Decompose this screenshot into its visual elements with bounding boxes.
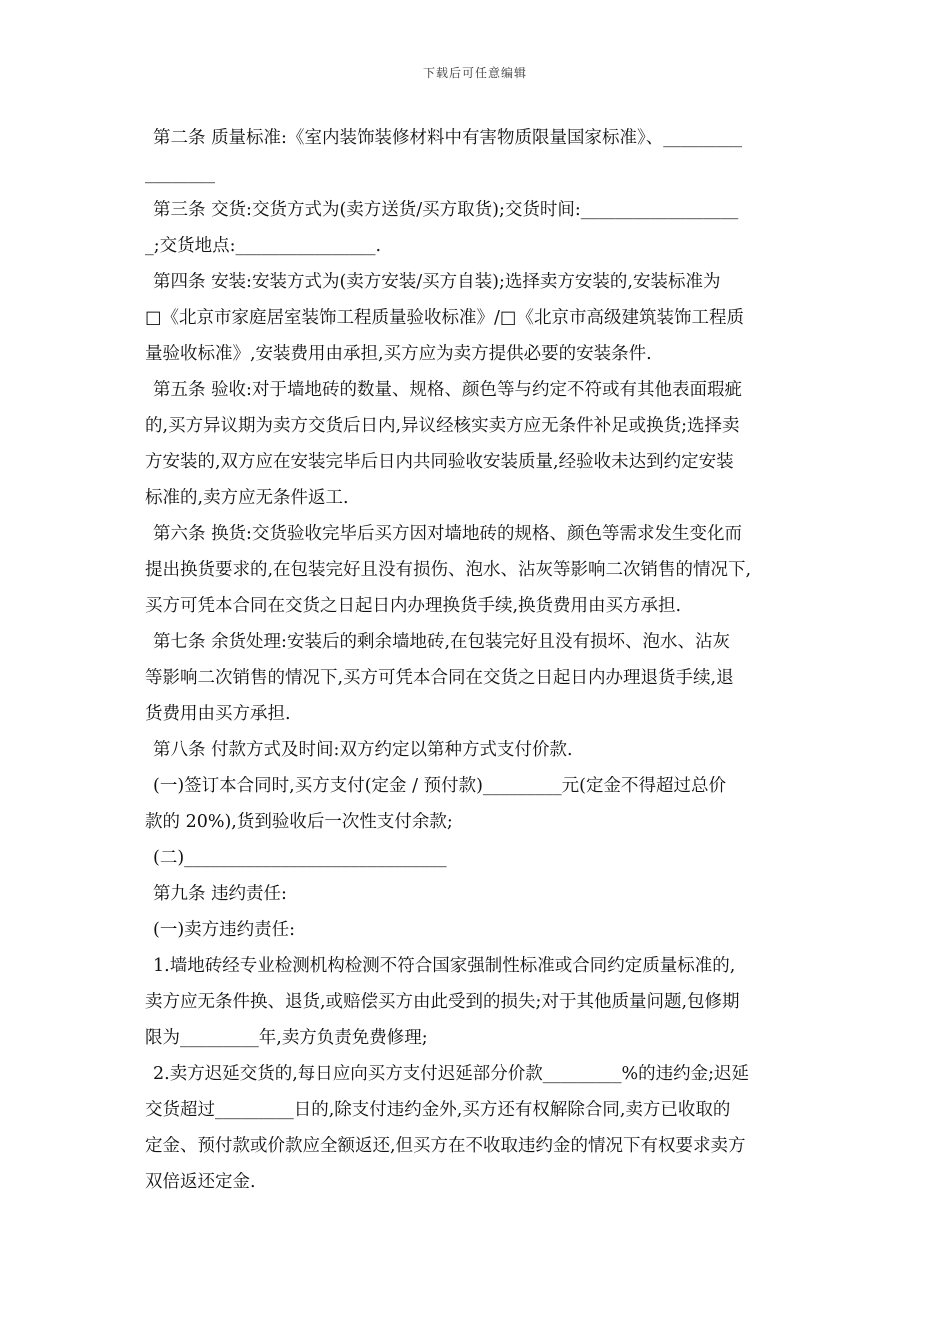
document-line: 第九条 违约责任: <box>153 884 287 904</box>
document-line: 款的 20%),货到验收后一次性支付余款; <box>145 812 453 832</box>
document-line: 第三条 交货:交货方式为(卖方送货/买方取货);交货时间:__________________ <box>153 200 739 220</box>
document-line: 第七条 余货处理:安装后的剩余墙地砖,在包装完好且没有损坏、泡水、沾灰 <box>153 632 731 652</box>
document-line: 定金、预付款或价款应全额返还,但买方在不收取违约金的情况下有权要求卖方 <box>145 1136 746 1156</box>
document-line: 限为_________年,卖方负责免费修理; <box>145 1028 428 1048</box>
document-line: 第五条 验收:对于墙地砖的数量、规格、颜色等与约定不符或有其他表面瑕疵 <box>153 380 742 400</box>
document-line: 第六条 换货:交货验收完毕后买方因对墙地砖的规格、颜色等需求发生变化而 <box>153 524 742 544</box>
document-line: 2.卖方迟延交货的,每日应向买方支付迟延部分价款_________%的违约金;迟延 <box>153 1064 750 1084</box>
document-line: 第四条 安装:安装方式为(卖方安装/买方自装);选择卖方安装的,安装标准为 <box>153 272 721 292</box>
document-line: 的,买方异议期为卖方交货后日内,异议经核实卖方应无条件补足或换货;选择卖 <box>145 416 740 436</box>
document-line: 第八条 付款方式及时间:双方约定以第种方式支付价款. <box>153 740 573 760</box>
document-line: ________ <box>145 164 215 184</box>
document-line: □《北京市家庭居室装饰工程质量验收标准》/□《北京市高级建筑装饰工程质 <box>145 308 744 328</box>
document-line: 双倍返还定金. <box>145 1172 256 1192</box>
document-line: 交货超过_________日的,除支付违约金外,买方还有权解除合同,卖方已收取的 <box>145 1100 731 1120</box>
document-line: 1.墙地砖经专业检测机构检测不符合国家强制性标准或合同约定质量标准的, <box>153 956 736 976</box>
page-header: 下载后可任意编辑 <box>422 66 527 80</box>
document-line: 卖方应无条件换、退货,或赔偿买方由此受到的损失;对于其他质量问题,包修期 <box>145 992 740 1012</box>
document-line: 方安装的,双方应在安装完毕后日内共同验收安装质量,经验收未达到约定安装 <box>145 452 734 472</box>
document-line: (一)签订本合同时,买方支付(定金 / 预付款)_________元(定金不得超过总价 <box>153 776 726 796</box>
document-line: 买方可凭本合同在交货之日起日内办理换货手续,换货费用由买方承担. <box>145 596 682 616</box>
document-line: (一)卖方违约责任: <box>153 920 296 940</box>
document-line: 标准的,卖方应无条件返工. <box>145 488 349 508</box>
document-line: 等影响二次销售的情况下,买方可凭本合同在交货之日起日内办理退货手续,退 <box>145 668 734 688</box>
document-line: 第二条 质量标准:《室内装饰装修材料中有害物质限量国家标准》、_________ <box>153 128 742 148</box>
document-line: (二)______________________________ <box>153 848 447 868</box>
document-line: 量验收标准》,安装费用由承担,买方应为卖方提供必要的安装条件. <box>145 344 652 364</box>
document-line: 提出换货要求的,在包装完好且没有损伤、泡水、沾灰等影响二次销售的情况下, <box>145 560 752 580</box>
document-line: 货费用由买方承担. <box>145 704 291 724</box>
contract-body <box>145 120 810 1200</box>
document-line: _;交货地点:________________. <box>145 236 382 256</box>
